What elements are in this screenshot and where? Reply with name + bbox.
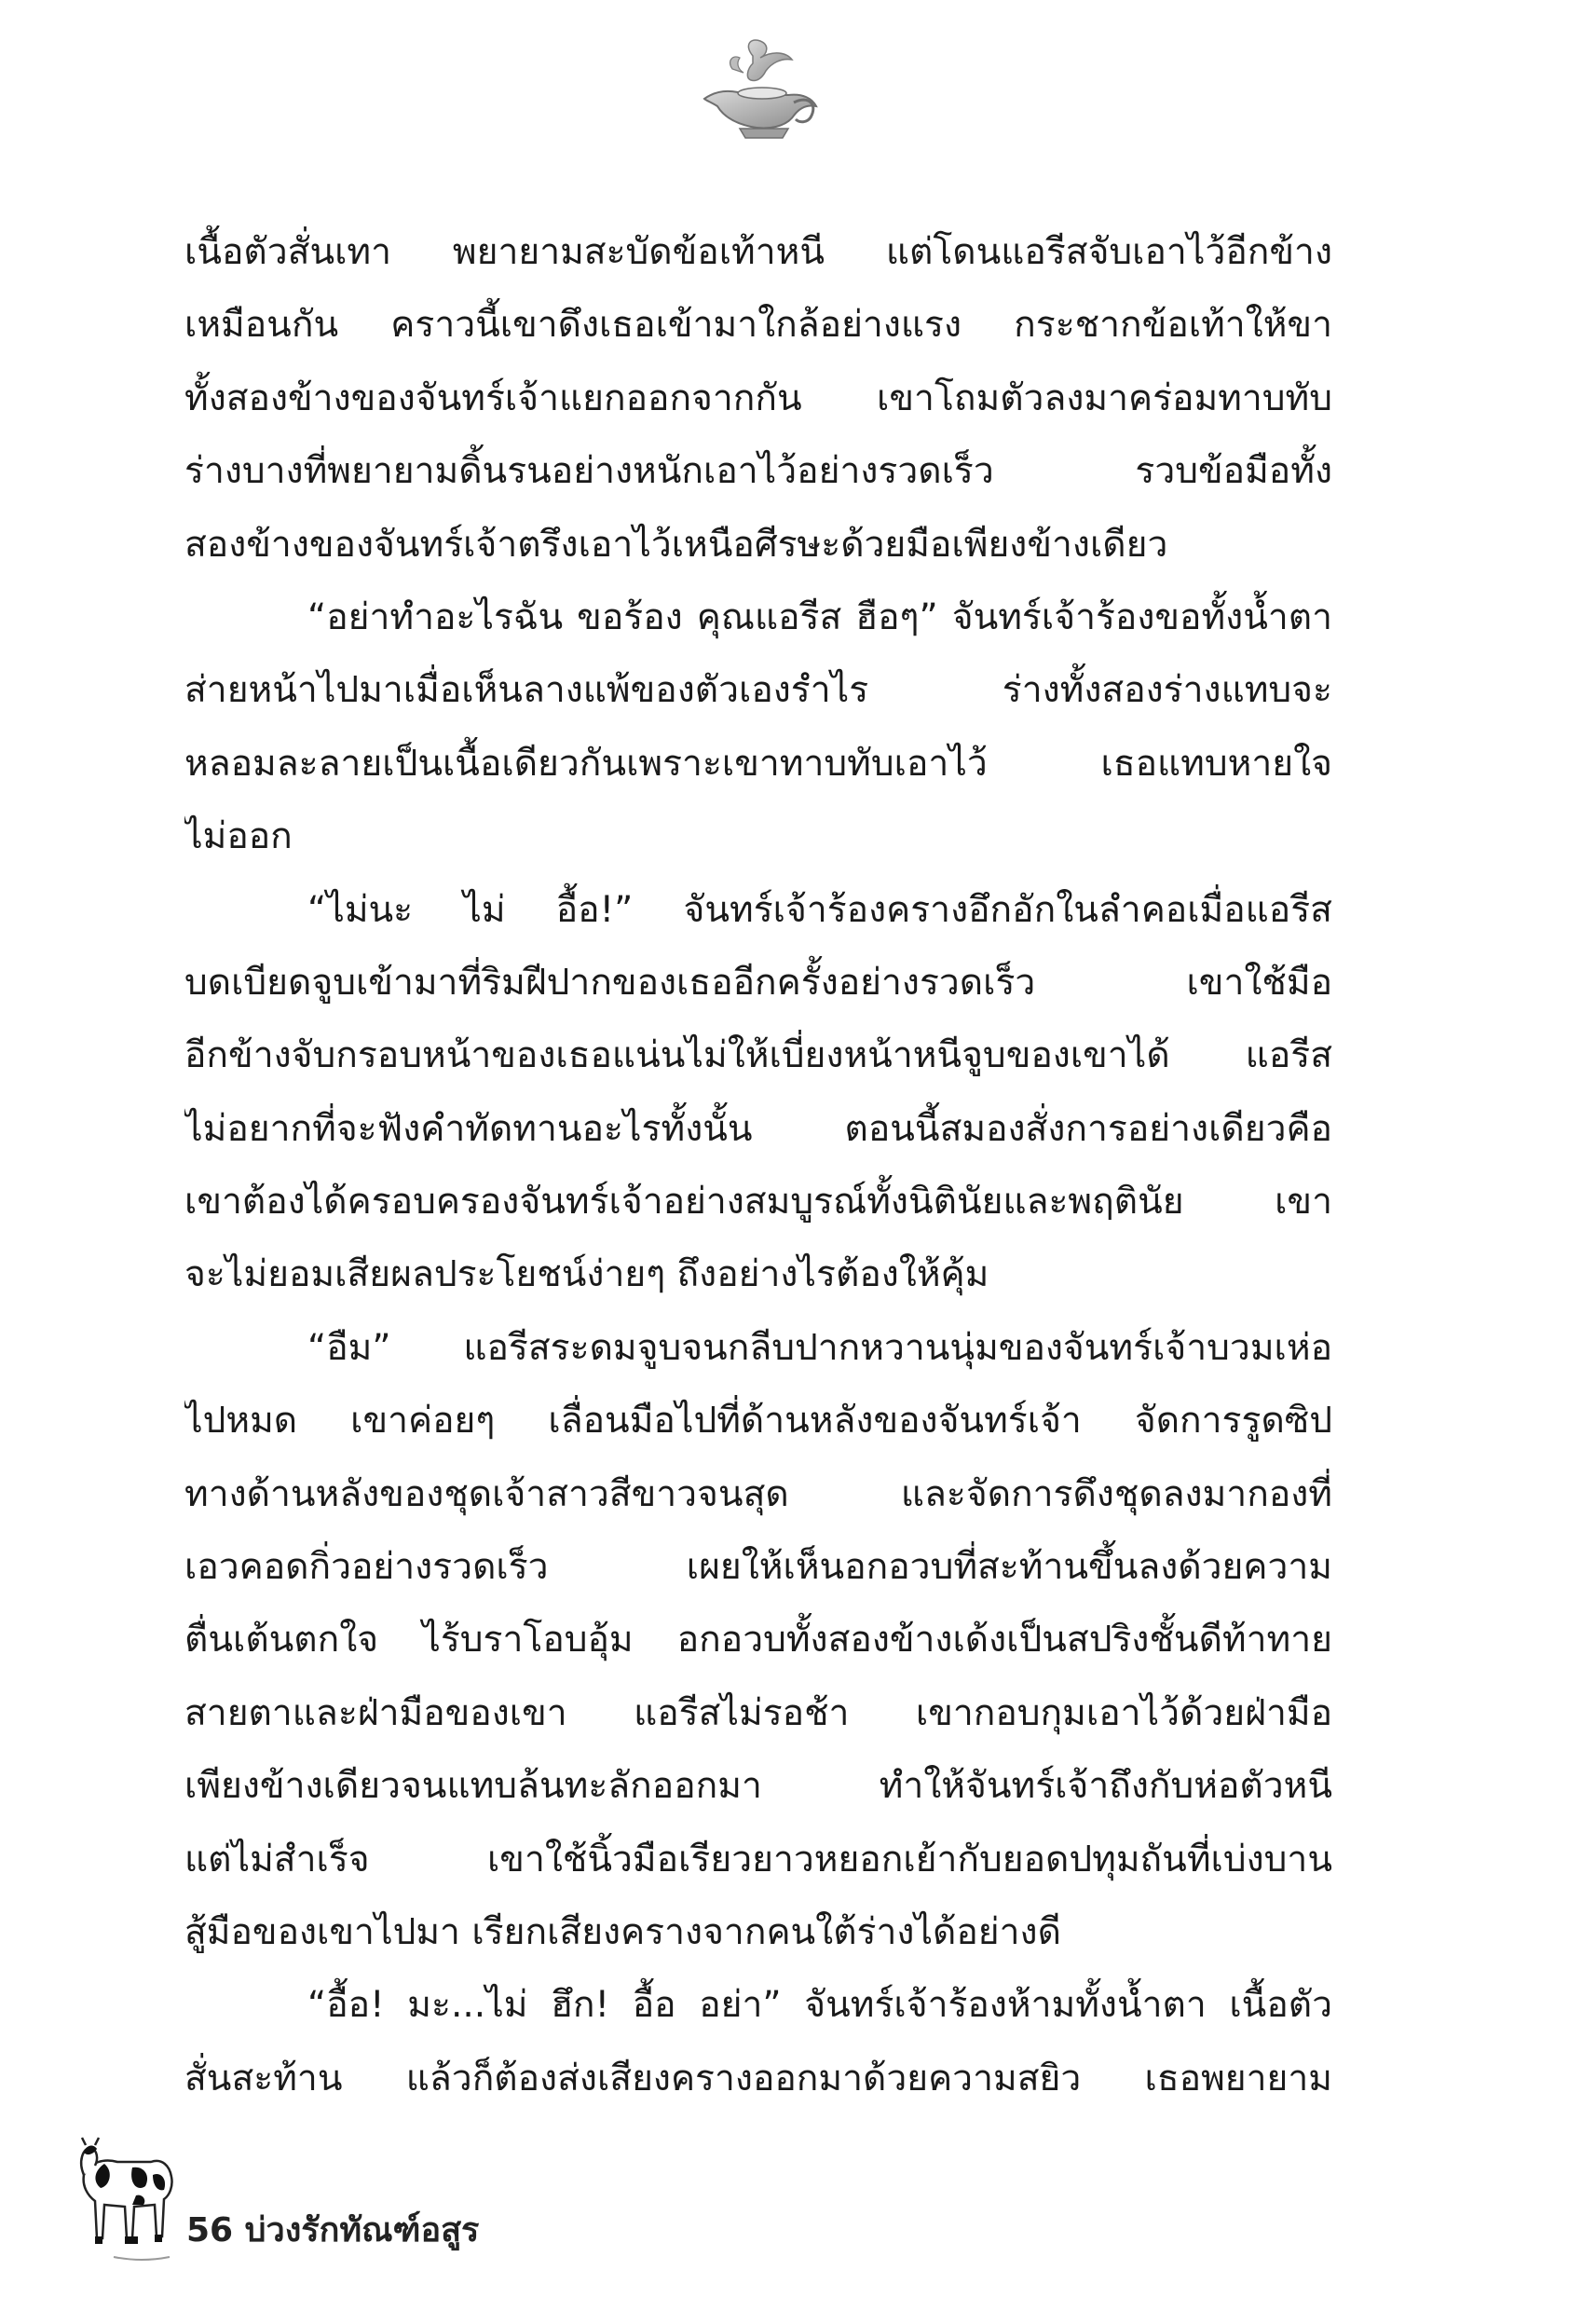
text-line: สู้มือของเขาไปมา เรียกเสียงครางจากคนใต้ร่างได้อย่างดี <box>184 1910 1061 1953</box>
page-footer <box>76 2134 729 2274</box>
text-line: ทางด้านหลังของชุดเจ้าสาวสีขาวจนสุด และจัดการดึงชุดลงมากองที่ <box>184 1472 1332 1515</box>
text-line: จะไม่ยอมเสียผลประโยชน์ง่ายๆ ถึงอย่างไรต้องให้คุ้ม <box>184 1253 989 1296</box>
paragraph <box>184 581 1332 874</box>
text-line: “ไม่นะ ไม่ อื้อ!” จันทร์เจ้าร้องครางอึกอักในลำคอเมื่อแอรีส <box>307 888 1332 931</box>
paragraph <box>184 1969 1332 2115</box>
text-line: “อย่าทำอะไรฉัน ขอร้อง คุณแอรีส ฮือๆ” จันทร์เจ้าร้องขอทั้งน้ำตา <box>307 595 1332 638</box>
text-line: ไม่ออก <box>184 815 293 858</box>
text-line: สั่นสะท้าน แล้วก็ต้องส่งเสียงครางออกมาด้วยความสยิว เธอพยายาม <box>184 2057 1332 2099</box>
paragraph <box>184 216 1332 581</box>
text-line: “อืม” แอรีสระดมจูบจนกลีบปากหวานนุ่มของจันทร์เจ้าบวมเห่อ <box>307 1326 1332 1369</box>
text-line: เอวคอดกิ่วอย่างรวดเร็ว เผยให้เห็นอกอวบที่สะท้านขึ้นลงด้วยความ <box>184 1546 1332 1589</box>
text-line: ร่างบางที่พยายามดิ้นรนอย่างหนักเอาไว้อย่างรวดเร็ว รวบข้อมือทั้ง <box>184 450 1332 493</box>
cow-icon <box>76 2134 177 2274</box>
text-line: บดเบียดจูบเข้ามาที่ริมฝีปากของเธออีกครั้งอย่างรวดเร็ว เขาใช้มือ <box>184 961 1332 1004</box>
text-line: ส่ายหน้าไปมาเมื่อเห็นลางแพ้ของตัวเองรำไร ร่างทั้งสองร่างแทบจะ <box>184 669 1332 712</box>
body-text <box>184 216 1332 2115</box>
page-number: 56 <box>186 2211 234 2249</box>
text-line: อีกข้างจับกรอบหน้าของเธอแน่นไม่ให้เบี่ยงหน้าหนีจูบของเขาได้ แอรีส <box>184 1034 1332 1077</box>
genie-lamp-icon <box>695 37 822 149</box>
text-line: ไม่อยากที่จะฟังคำทัดทานอะไรทั้งนั้น ตอนนี้สมองสั่งการอย่างเดียวคือ <box>184 1107 1332 1150</box>
text-line: “อื้อ! มะ...ไม่ ฮึก! อื้อ อย่า” จันทร์เจ้าร้องห้ามทั้งน้ำตา เนื้อตัว <box>307 1984 1332 2027</box>
text-line: เพียงข้างเดียวจนแทบล้นทะลักออกมา ทำให้จันทร์เจ้าถึงกับห่อตัวหนี <box>184 1765 1332 1808</box>
text-line: ทั้งสองข้างของจันทร์เจ้าแยกออกจากกัน เขาโถมตัวลงมาคร่อมทาบทับ <box>184 376 1332 419</box>
text-line: เหมือนกัน คราวนี้เขาดึงเธอเข้ามาใกล้อย่างแรง กระชากข้อเท้าให้ขา <box>184 304 1332 347</box>
paragraph <box>184 874 1332 1312</box>
text-line: ตื่นเต้นตกใจ ไร้บราโอบอุ้ม อกอวบทั้งสองข้างเด้งเป็นสปริงชั้นดีท้าทาย <box>184 1619 1332 1661</box>
text-line: เขาต้องได้ครอบครองจันทร์เจ้าอย่างสมบูรณ์ทั้งนิตินัยและพฤตินัย เขา <box>184 1181 1332 1224</box>
text-line: เนื้อตัวสั่นเทา พยายามสะบัดข้อเท้าหนี แต่โดนแอรีสจับเอาไว้อีกข้าง <box>184 231 1332 273</box>
text-line: สองข้างของจันทร์เจ้าตรึงเอาไว้เหนือศีรษะด้วยมือเพียงข้างเดียว <box>184 523 1168 566</box>
text-line: ไปหมด เขาค่อยๆ เลื่อนมือไปที่ด้านหลังของจันทร์เจ้า จัดการรูดซิป <box>184 1400 1332 1443</box>
text-line: แต่ไม่สำเร็จ เขาใช้นิ้วมือเรียวยาวหยอกเย้ากับยอดปทุมถันที่เบ่งบาน <box>184 1838 1332 1880</box>
book-title: บ่วงรักทัณฑ์อสูร <box>244 2211 480 2249</box>
paragraph <box>184 1312 1332 1970</box>
text-line: สายตาและฝ่ามือของเขา แอรีสไม่รอช้า เขากอบกุมเอาไว้ด้วยฝ่ามือ <box>184 1691 1332 1734</box>
text-line: หลอมละลายเป็นเนื้อเดียวกันเพราะเขาทาบทับเอาไว้ เธอแทบหายใจ <box>184 742 1332 785</box>
page-footer-text <box>186 2203 479 2256</box>
